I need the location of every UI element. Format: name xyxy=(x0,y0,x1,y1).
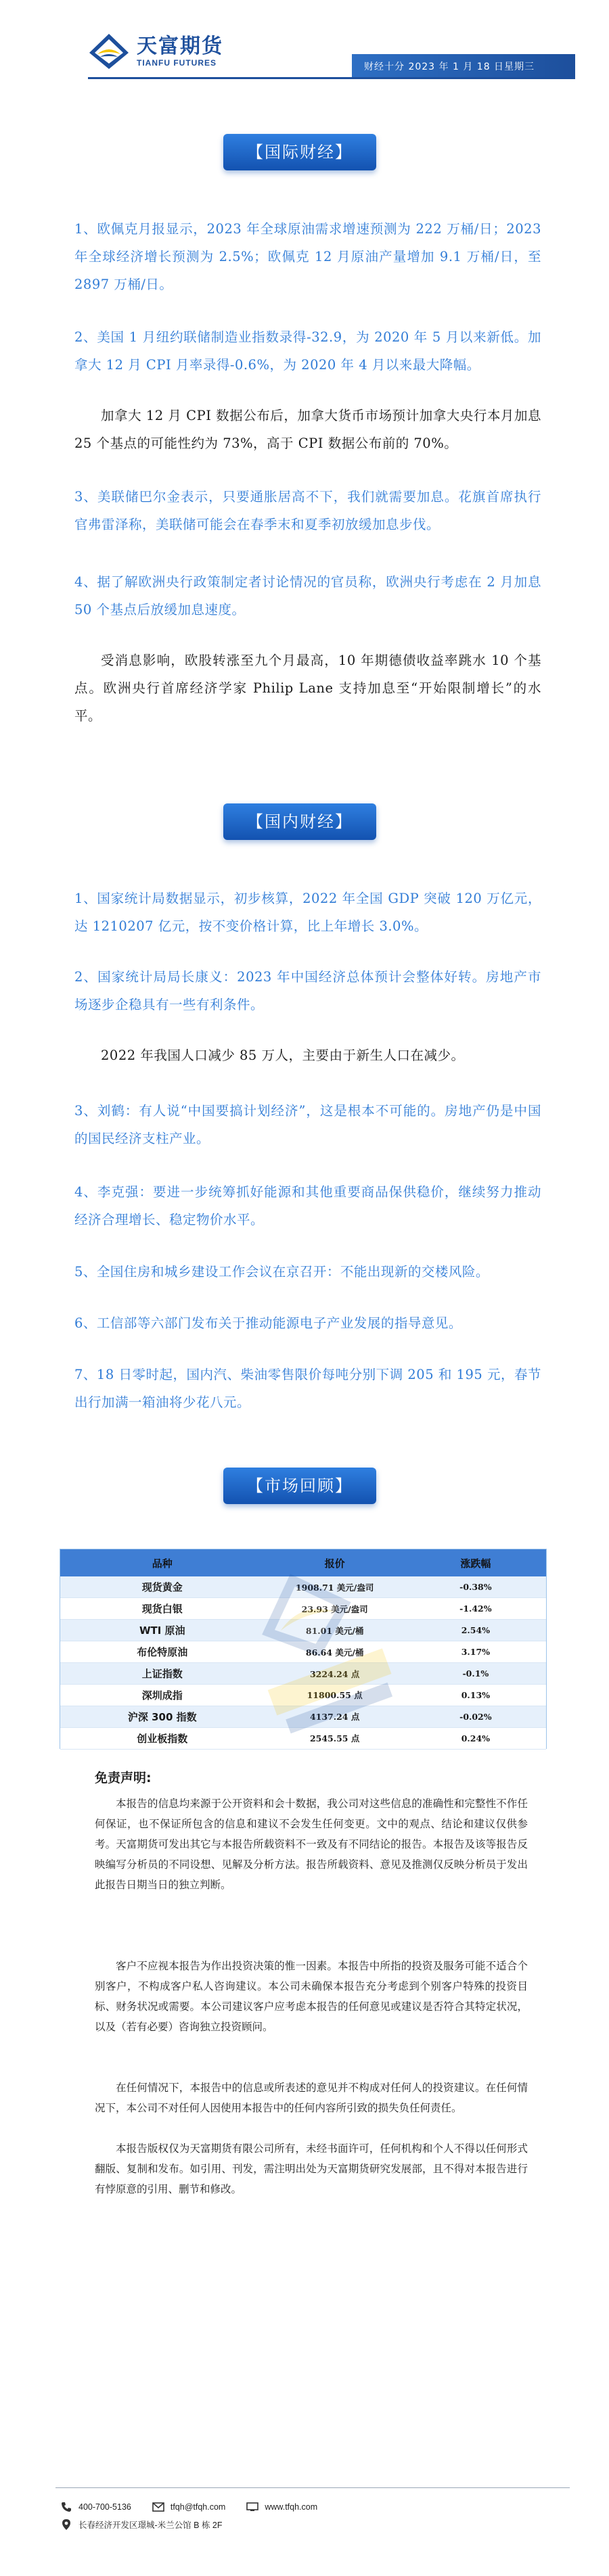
header-divider xyxy=(88,77,575,79)
cell-change: 0.24% xyxy=(405,1727,546,1749)
logo-mark-icon xyxy=(88,32,130,70)
cell-price: 86.64 美元/桶 xyxy=(265,1641,405,1663)
cell-name: 沪深 300 指数 xyxy=(60,1706,265,1727)
cell-change: -0.1% xyxy=(405,1663,546,1685)
cell-change: -0.02% xyxy=(405,1706,546,1727)
contact-phone: 400-700-5136 xyxy=(78,2502,131,2512)
cell-name: 创业板指数 xyxy=(60,1727,265,1749)
report-header xyxy=(0,0,609,81)
disclaimer-title: 免责声明: xyxy=(95,1771,152,1785)
cell-name: 深圳成指 xyxy=(60,1684,265,1706)
logo-chinese-name: 天富期货 xyxy=(137,34,223,58)
intl-news-3: 3、美联储巴尔金表示，只要通胀居高不下，我们就需要加息。花旗首席执行官弗雷泽称，美联储可能会在春季末和夏季初放缓加息步伐。 xyxy=(74,489,541,532)
cell-name: 现货黄金 xyxy=(60,1576,265,1598)
domestic-news-6: 6、工信部等六部门发布关于推动能源电子产业发展的指导意见。 xyxy=(74,1315,462,1331)
disclaimer-paragraph-1: 本报告的信息均来源于公开资料和会十数据，我公司对这些信息的准确性和完整性不作任何保证，也不保证所包含的信息和建议不会发生任何变更。文中的观点、结论和建议仅供参考。天富期货可发出其它与本报告所载资料不一致及有不同结论的报告。本报告及该等报告反映编写分析员的不同设想、见解及分析方法。报告所载资料、意见及推测仅反映分析员于发出此报告日期当日的独立判断。 xyxy=(95,1798,528,1891)
table-row xyxy=(60,1684,546,1706)
table-row xyxy=(60,1663,546,1685)
location-pin-icon xyxy=(60,2519,73,2530)
cell-change: 2.54% xyxy=(405,1620,546,1641)
intl-news-4-detail: 受消息影响，欧股转涨至九个月最高，10 年期德债收益率跳水 10 个基点。欧洲央行首席经济学家 Philip Lane 支持加息至“开始限制增长”的水平。 xyxy=(74,653,541,724)
cell-price: 2545.55 点 xyxy=(265,1727,405,1749)
section-tag-international: 【国际财经】 xyxy=(223,134,376,170)
market-table xyxy=(60,1549,547,1749)
table-row xyxy=(60,1620,546,1641)
cell-price: 81.01 美元/桶 xyxy=(265,1620,405,1641)
cell-name: WTI 原油 xyxy=(60,1620,265,1641)
col-header-change: 涨跌幅 xyxy=(405,1549,546,1576)
section-tag-domestic: 【国内财经】 xyxy=(223,803,376,840)
domestic-news-3: 3、刘鹤：有人说“中国要搞计划经济”，这是根本不可能的。房地产仍是中国的国民经济支柱产业。 xyxy=(74,1103,541,1146)
cell-price: 1908.71 美元/盎司 xyxy=(265,1576,405,1598)
intl-news-4: 4、据了解欧洲央行政策制定者讨论情况的官员称，欧洲央行考虑在 2 月加息 50 个基点后放缓加息速度。 xyxy=(74,574,541,617)
phone-icon xyxy=(60,2502,73,2512)
cell-change: -0.38% xyxy=(405,1576,546,1598)
contact-footer xyxy=(60,2498,338,2533)
domestic-news-7: 7、18 日零时起，国内汽、柴油零售限价每吨分别下调 205 和 195 元，春节出行加满一箱油将少花八元。 xyxy=(74,1367,541,1410)
email-icon xyxy=(152,2502,165,2512)
contact-address: 长春经济开发区璟城-米兰公馆 B 栋 2F xyxy=(78,2521,223,2530)
cell-name: 布伦特原油 xyxy=(60,1641,265,1663)
disclaimer-paragraph-3: 在任何情况下，本报告中的信息或所表述的意见并不构成对任何人的投资建议。在任何情况下，本公司不对任何人因使用本报告中的任何内容所引致的损失负任何责任。 xyxy=(95,2082,528,2114)
company-logo xyxy=(88,32,223,70)
col-header-name: 品种 xyxy=(60,1549,265,1576)
cell-price: 11800.55 点 xyxy=(265,1684,405,1706)
intl-news-2: 2、美国 1 月纽约联储制造业指数录得-32.9，为 2020 年 5 月以来新低。加拿大 12 月 CPI 月率录得-0.6%，为 2020 年 4 月以来最大降幅。 xyxy=(74,329,541,373)
col-header-price: 报价 xyxy=(265,1549,405,1576)
domestic-news-4: 4、李克强：要进一步统筹抓好能源和其他重要商品保供稳价，继续努力推动经济合理增长、稳定物价水平。 xyxy=(74,1184,541,1227)
intl-news-2-detail: 加拿大 12 月 CPI 数据公布后，加拿大货币市场预计加拿大央行本月加息 25 个基点的可能性约为 73%，高于 CPI 数据公布前的 70%。 xyxy=(74,408,541,451)
table-header-row xyxy=(60,1549,546,1576)
intl-news-1: 1、欧佩克月报显示，2023 年全球原油需求增速预测为 222 万桶/日；2023 年全球经济增长预测为 2.5%；欧佩克 12 月原油产量增加 9.1 万桶/日，至 2897 万桶/日。 xyxy=(74,221,541,292)
table-row xyxy=(60,1576,546,1598)
cell-change: -1.42% xyxy=(405,1598,546,1620)
table-row xyxy=(60,1727,546,1749)
report-date: 财经十分 2023 年 1 月 18 日星期三 xyxy=(352,54,575,77)
website-icon xyxy=(246,2502,259,2512)
footer-divider xyxy=(55,2487,570,2488)
domestic-news-1: 1、国家统计局数据显示，初步核算，2022 年全国 GDP 突破 120 万亿元，达 1210207 亿元，按不变价格计算，比上年增长 3.0%。 xyxy=(74,891,541,934)
contact-website[interactable]: www.tfqh.com xyxy=(265,2502,318,2512)
table-row xyxy=(60,1706,546,1727)
cell-name: 上证指数 xyxy=(60,1663,265,1685)
cell-change: 3.17% xyxy=(405,1641,546,1663)
cell-change: 0.13% xyxy=(405,1684,546,1706)
domestic-news-2-detail: 2022 年我国人口减少 85 万人，主要由于新生人口在减少。 xyxy=(101,1048,465,1063)
cell-price: 4137.24 点 xyxy=(265,1706,405,1727)
cell-price: 3224.24 点 xyxy=(265,1663,405,1685)
contact-email[interactable]: tfqh@tfqh.com xyxy=(170,2502,226,2512)
cell-name: 现货白银 xyxy=(60,1598,265,1620)
domestic-news-2: 2、国家统计局局长康义：2023 年中国经济总体预计会整体好转。房地产市场逐步企稳具有一些有利条件。 xyxy=(74,969,541,1012)
logo-english-name: TIANFU FUTURES xyxy=(137,58,217,68)
domestic-news-5: 5、全国住房和城乡建设工作会议在京召开：不能出现新的交楼风险。 xyxy=(74,1264,489,1280)
disclaimer-paragraph-4: 本报告版权仅为天富期货有限公司所有，未经书面许可，任何机构和个人不得以任何形式翻版、复制和发布。如引用、刊发，需注明出处为天富期货研究发展部，且不得对本报告进行有悖原意的引用、删节和修改。 xyxy=(95,2142,528,2195)
cell-price: 23.93 美元/盎司 xyxy=(265,1598,405,1620)
table-row xyxy=(60,1598,546,1620)
disclaimer-paragraph-2: 客户不应视本报告为作出投资决策的惟一因素。本报告中所指的投资及服务可能不适合个别客户，不构成客户私人咨询建议。本公司未确保本报告充分考虑到个别客户特殊的投资目标、财务状况或需要。本公司建议客户应考虑本报告的任何意见或建议是否符合其特定状况，以及（若有必要）咨询独立投资顾问。 xyxy=(95,1960,528,2033)
table-row xyxy=(60,1641,546,1663)
section-tag-market: 【市场回顾】 xyxy=(223,1468,376,1504)
